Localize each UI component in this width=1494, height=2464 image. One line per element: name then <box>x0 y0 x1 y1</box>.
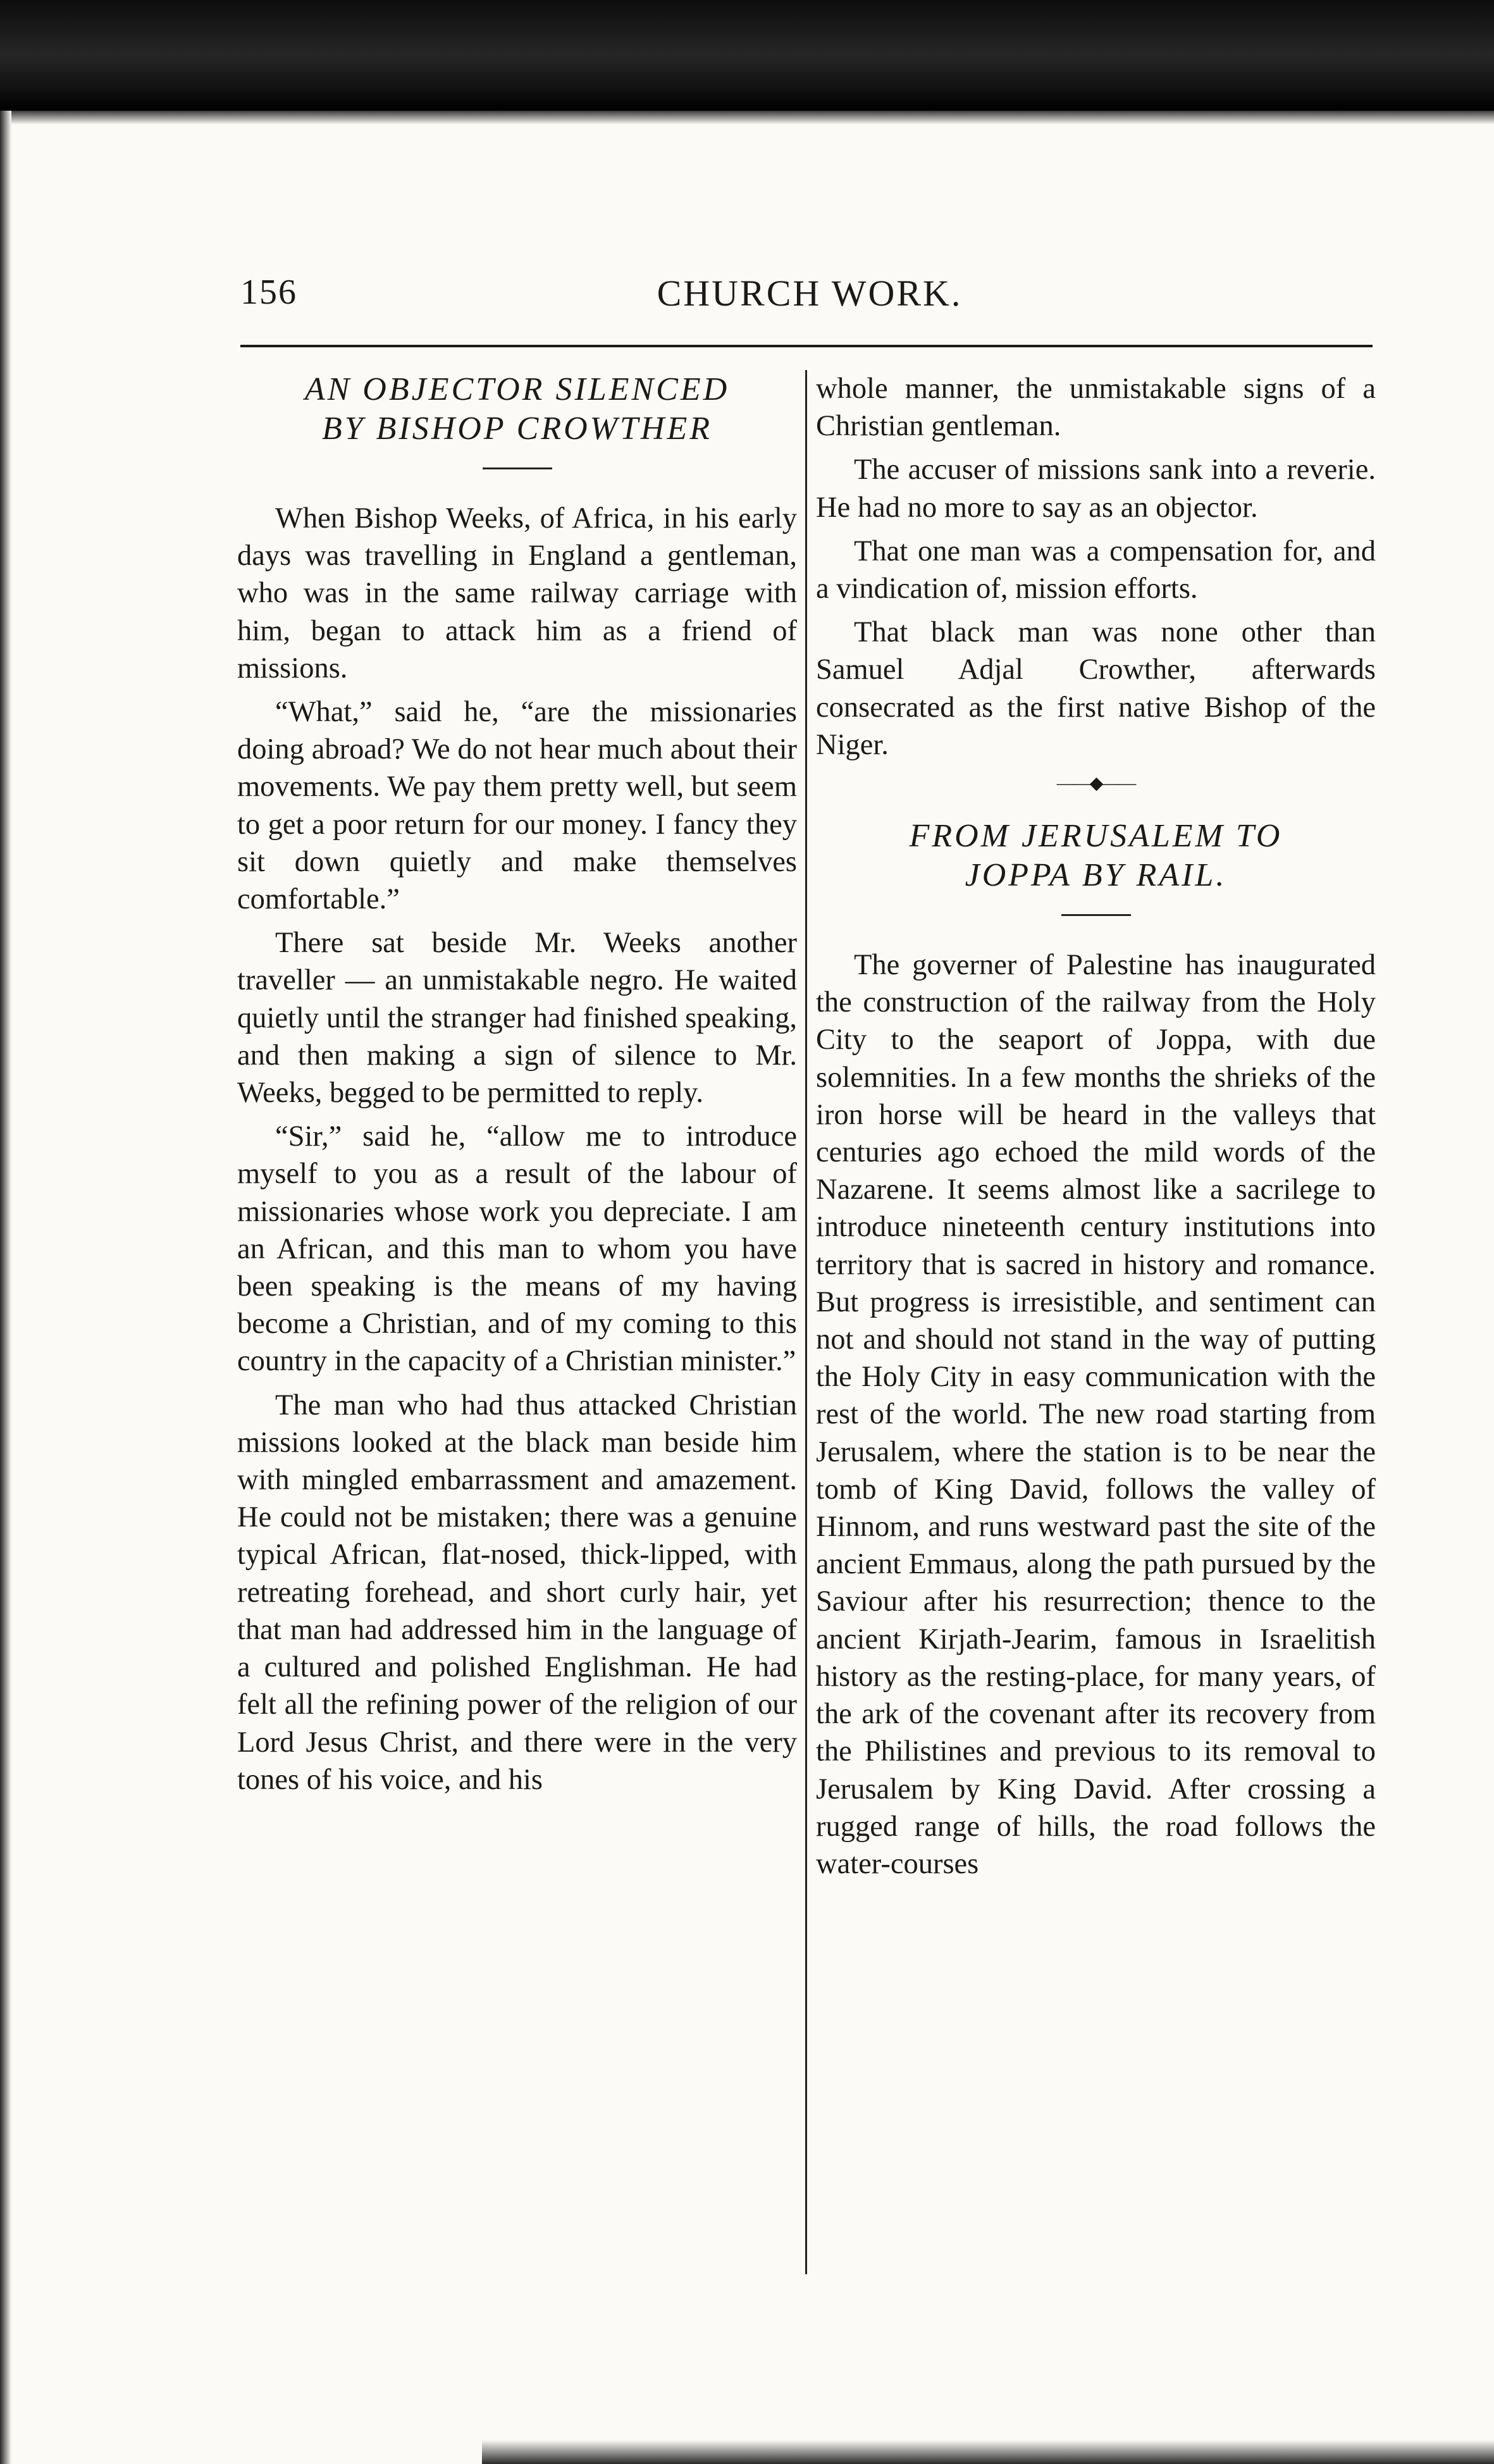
article1-paragraph: The accuser of missions sank into a reverie. He had no more to say as an objector. <box>816 454 1376 524</box>
running-title: CHURCH WORK. <box>657 273 963 314</box>
scan-bottom-border <box>482 2440 1494 2464</box>
article1-paragraph: “What,” said he, “are the missionaries doing abroad? We do not hear much about their movements. We pay them pretty well, but seem to get a poor return for our money. I fancy they sit down quietly and make themselves comfortable.” <box>237 696 797 916</box>
article2-paragraph: The governer of Palestine has inaugurated the construction of the railway from the Holy City to the seaport of Joppa, with due solemnities. In a few months the shrieks of the iron horse will be heard in the valleys that centuries ago echoed the mild words of the Nazarene. It seems almost like a sacrilege to introduce nineteenth century institutions into territory that is sacred in history and romance. But progress is irresistible, and sentiment can not and should not stand in the way of putting the Holy City in easy communication with the rest of the world. The new road starting from Jerusalem, where the station is to be near the tomb of King David, follows the valley of Hinnom, and runs westward past the site of the ancient Emmaus, along the path pursued by the Saviour after his resurrection; thence to the ancient Kirjath-Jearim, famous in Israelitish history as the resting-place, for many years, of the ark of the covenant after its recovery from the Philistines and previous to its removal to Jerusalem by King David. After crossing a rugged range of hills, the road follows the water-courses <box>816 949 1376 1880</box>
article1-paragraph: There sat beside Mr. Weeks another traveller — an unmistakable negro. He waited quietly until the stranger had finished speaking, and then making a sign of silence to Mr. Weeks, begged to be permitted to reply. <box>237 927 797 1110</box>
left-column <box>237 370 797 1805</box>
title-rule <box>483 467 552 469</box>
article2-title-line1: FROM JERUSALEM TO <box>909 818 1283 855</box>
article1-title-line1: AN OBJECTOR SILENCED <box>304 371 730 407</box>
section-ornament: ——◆—— <box>1056 774 1135 794</box>
header-rule <box>240 345 1373 347</box>
page-header <box>240 272 1379 323</box>
scan-left-edge <box>0 111 11 2464</box>
article1-paragraph: That black man was none other than Samuel Adjal Crowther, afterwards consecrated as the first native Bishop of the Niger. <box>816 616 1376 761</box>
article1-title-line2: BY BISHOP CROWTHER <box>321 411 712 447</box>
article1-title <box>237 370 797 449</box>
title-rule <box>1061 914 1131 916</box>
right-column <box>816 370 1376 1889</box>
article2-title-line2: JOPPA BY RAIL. <box>965 857 1227 894</box>
article1-paragraph: “Sir,” said he, “allow me to introduce myself to you as a result of the labour of missionaries whose work you depreciate. I am an African, and this man to whom you have been speaking is the means of my having become a Christian, and of my coming to this country in the capacity of a Christian minister.” <box>237 1120 797 1378</box>
scan-top-border <box>0 0 1494 111</box>
article2-title <box>816 817 1376 895</box>
column-divider <box>805 370 807 2274</box>
article1-paragraph: The man who had thus attacked Christian missions looked at the black man beside him with mingled embarrassment and amazement. He could not be mistaken; there was a genuine typical African, flat-nosed, thick-lipped, with retreating forehead, and short curly hair, yet that man had addressed him in the language of a cultured and polished Englishman. He had felt all the refining power of the religion of our Lord Jesus Christ, and there were in the very tones of his voice, and his <box>237 1389 797 1796</box>
article1-paragraph-continued: whole manner, the unmistakable signs of a Christian gentleman. <box>816 373 1376 443</box>
article1-paragraph: When Bishop Weeks, of Africa, in his early days was travelling in England a gentleman, who was in the same railway carriage with him, began to attack him as a friend of missions. <box>237 502 797 684</box>
article1-paragraph: That one man was a compensation for, and a vindication of, mission efforts. <box>816 535 1376 605</box>
page-number: 156 <box>240 273 297 312</box>
scan-top-shadow <box>0 111 1494 125</box>
